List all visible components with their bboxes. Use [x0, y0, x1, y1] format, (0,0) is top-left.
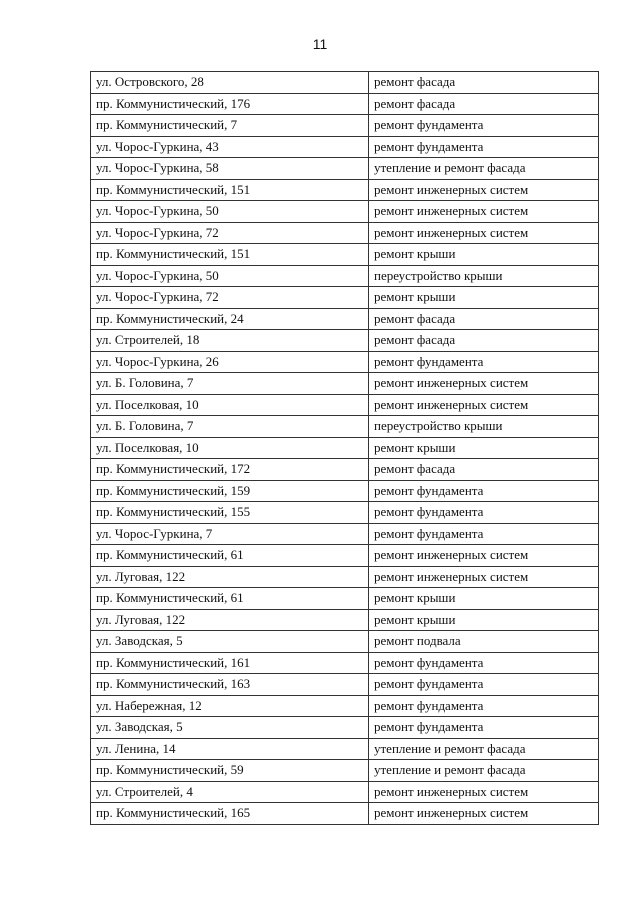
- work-type-cell: утепление и ремонт фасада: [369, 158, 599, 180]
- address-cell: пр. Коммунистический, 61: [91, 588, 369, 610]
- address-cell: ул. Чорос-Гуркина, 50: [91, 265, 369, 287]
- work-type-cell: ремонт фасада: [369, 308, 599, 330]
- address-cell: пр. Коммунистический, 7: [91, 115, 369, 137]
- work-type-cell: ремонт фундамента: [369, 523, 599, 545]
- table-row: [91, 287, 599, 309]
- table-row: [91, 588, 599, 610]
- table-row: [91, 502, 599, 524]
- work-type-cell: ремонт фундамента: [369, 115, 599, 137]
- work-type-cell: ремонт фундамента: [369, 717, 599, 739]
- address-cell: пр. Коммунистический, 151: [91, 179, 369, 201]
- table-row: [91, 566, 599, 588]
- table-row: [91, 695, 599, 717]
- address-cell: пр. Коммунистический, 163: [91, 674, 369, 696]
- table-row: [91, 330, 599, 352]
- work-type-cell: ремонт инженерных систем: [369, 803, 599, 825]
- table-row: [91, 115, 599, 137]
- address-cell: ул. Чорос-Гуркина, 72: [91, 287, 369, 309]
- table-row: [91, 523, 599, 545]
- work-type-cell: ремонт инженерных систем: [369, 545, 599, 567]
- table-row: [91, 222, 599, 244]
- table-row: [91, 351, 599, 373]
- address-cell: пр. Коммунистический, 161: [91, 652, 369, 674]
- table-row: [91, 265, 599, 287]
- address-cell: пр. Коммунистический, 61: [91, 545, 369, 567]
- table-row: [91, 545, 599, 567]
- work-type-cell: ремонт крыши: [369, 609, 599, 631]
- address-cell: ул. Чорос-Гуркина, 7: [91, 523, 369, 545]
- address-cell: пр. Коммунистический, 151: [91, 244, 369, 266]
- work-type-cell: ремонт инженерных систем: [369, 222, 599, 244]
- work-type-cell: ремонт фасада: [369, 93, 599, 115]
- work-type-cell: переустройство крыши: [369, 265, 599, 287]
- table-row: [91, 308, 599, 330]
- address-cell: ул. Ленина, 14: [91, 738, 369, 760]
- address-cell: пр. Коммунистический, 24: [91, 308, 369, 330]
- address-cell: ул. Строителей, 4: [91, 781, 369, 803]
- address-cell: ул. Чорос-Гуркина, 50: [91, 201, 369, 223]
- work-type-cell: ремонт фундамента: [369, 480, 599, 502]
- work-type-cell: ремонт инженерных систем: [369, 781, 599, 803]
- work-type-cell: ремонт фундамента: [369, 652, 599, 674]
- table-row: [91, 179, 599, 201]
- address-cell: ул. Строителей, 18: [91, 330, 369, 352]
- address-cell: ул. Б. Головина, 7: [91, 416, 369, 438]
- work-type-cell: ремонт фундамента: [369, 674, 599, 696]
- address-cell: ул. Чорос-Гуркина, 58: [91, 158, 369, 180]
- work-type-cell: ремонт крыши: [369, 244, 599, 266]
- table-row: [91, 72, 599, 94]
- address-cell: пр. Коммунистический, 172: [91, 459, 369, 481]
- address-cell: пр. Коммунистический, 59: [91, 760, 369, 782]
- table-row: [91, 631, 599, 653]
- address-cell: пр. Коммунистический, 176: [91, 93, 369, 115]
- work-type-cell: ремонт крыши: [369, 437, 599, 459]
- work-type-cell: утепление и ремонт фасада: [369, 760, 599, 782]
- page-number: 11: [312, 36, 328, 52]
- table-row: [91, 93, 599, 115]
- table-row: [91, 201, 599, 223]
- table-row: [91, 480, 599, 502]
- work-type-cell: переустройство крыши: [369, 416, 599, 438]
- work-type-cell: утепление и ремонт фасада: [369, 738, 599, 760]
- table-row: [91, 437, 599, 459]
- table-row: [91, 652, 599, 674]
- work-type-cell: ремонт фасада: [369, 72, 599, 94]
- address-cell: ул. Луговая, 122: [91, 609, 369, 631]
- work-type-cell: ремонт фасада: [369, 459, 599, 481]
- address-cell: ул. Чорос-Гуркина, 72: [91, 222, 369, 244]
- table-row: [91, 717, 599, 739]
- work-type-cell: ремонт инженерных систем: [369, 373, 599, 395]
- work-type-cell: ремонт фундамента: [369, 351, 599, 373]
- address-cell: пр. Коммунистический, 155: [91, 502, 369, 524]
- address-cell: пр. Коммунистический, 159: [91, 480, 369, 502]
- table-row: [91, 609, 599, 631]
- work-type-cell: ремонт фундамента: [369, 695, 599, 717]
- work-type-cell: ремонт инженерных систем: [369, 566, 599, 588]
- address-cell: ул. Заводская, 5: [91, 717, 369, 739]
- work-type-cell: ремонт фасада: [369, 330, 599, 352]
- address-cell: ул. Заводская, 5: [91, 631, 369, 653]
- work-type-cell: ремонт инженерных систем: [369, 201, 599, 223]
- table-row: [91, 803, 599, 825]
- address-cell: ул. Поселковая, 10: [91, 394, 369, 416]
- table-row: [91, 244, 599, 266]
- work-type-cell: ремонт крыши: [369, 287, 599, 309]
- address-cell: ул. Луговая, 122: [91, 566, 369, 588]
- work-type-cell: ремонт фундамента: [369, 136, 599, 158]
- table-row: [91, 158, 599, 180]
- address-cell: пр. Коммунистический, 165: [91, 803, 369, 825]
- address-cell: ул. Островского, 28: [91, 72, 369, 94]
- address-cell: ул. Чорос-Гуркина, 43: [91, 136, 369, 158]
- address-cell: ул. Поселковая, 10: [91, 437, 369, 459]
- works-table: [90, 71, 599, 825]
- table-row: [91, 674, 599, 696]
- work-type-cell: ремонт крыши: [369, 588, 599, 610]
- table-row: [91, 416, 599, 438]
- table-body: [91, 72, 599, 825]
- work-type-cell: ремонт инженерных систем: [369, 394, 599, 416]
- table-row: [91, 760, 599, 782]
- table-row: [91, 738, 599, 760]
- table-row: [91, 136, 599, 158]
- table-row: [91, 459, 599, 481]
- table-row: [91, 781, 599, 803]
- work-type-cell: ремонт подвала: [369, 631, 599, 653]
- address-cell: ул. Набережная, 12: [91, 695, 369, 717]
- address-cell: ул. Б. Головина, 7: [91, 373, 369, 395]
- table-row: [91, 373, 599, 395]
- work-type-cell: ремонт фундамента: [369, 502, 599, 524]
- work-type-cell: ремонт инженерных систем: [369, 179, 599, 201]
- table-row: [91, 394, 599, 416]
- address-cell: ул. Чорос-Гуркина, 26: [91, 351, 369, 373]
